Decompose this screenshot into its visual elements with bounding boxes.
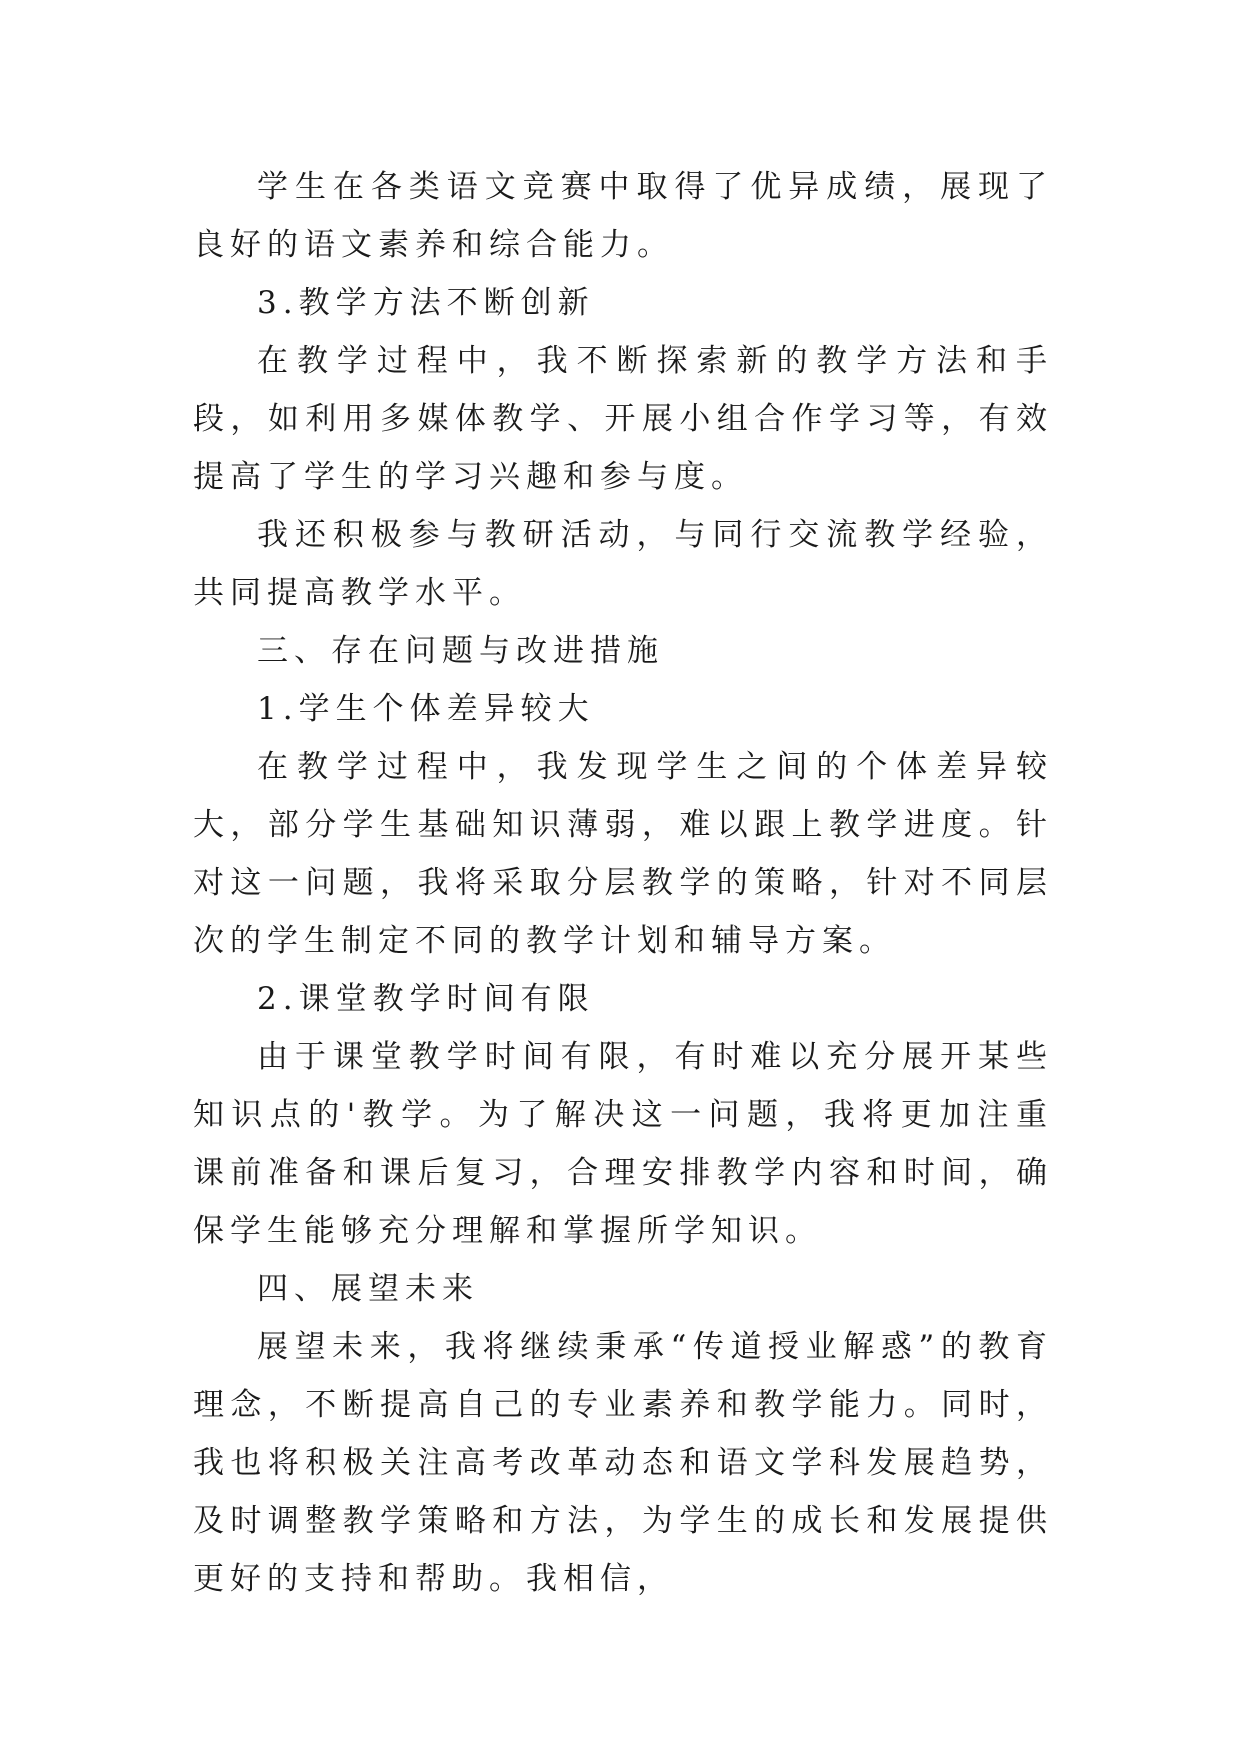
document-body xyxy=(193,158,1053,1608)
paragraph-teaching-methods: 在教学过程中，我不断探索新的教学方法和手段，如利用多媒体教学、开展小组合作学习等，有效提高了学生的学习兴趣和参与度。 xyxy=(193,343,1053,495)
paragraph-class-time: 由于课堂教学时间有限，有时难以充分展开某些知识点的'教学。为了解决这一问题，我将更加注重课前准备和课后复习，合理安排教学内容和时间，确保学生能够充分理解和掌握所学知识。 xyxy=(193,1039,1053,1249)
paragraph-individual-differences: 在教学过程中，我发现学生之间的个体差异较大，部分学生基础知识薄弱，难以跟上教学进度。针对这一问题，我将采取分层教学的策略，针对不同层次的学生制定不同的教学计划和辅导方案。 xyxy=(193,749,1053,959)
heading-class-time-limited: 2.课堂教学时间有限 xyxy=(257,981,595,1017)
paragraph-competition-results: 学生在各类语文竞赛中取得了优异成绩，展现了良好的语文素养和综合能力。 xyxy=(193,169,1053,263)
paragraph-teaching-research: 我还积极参与教研活动，与同行交流教学经验，共同提高教学水平。 xyxy=(193,517,1053,611)
heading-individual-differences: 1.学生个体差异较大 xyxy=(257,691,595,727)
heading-problems-improvements: 三、存在问题与改进措施 xyxy=(257,633,664,669)
paragraph-future-outlook: 展望未来，我将继续秉承“传道授业解惑”的教育理念，不断提高自己的专业素养和教学能力。同时，我也将积极关注高考改革动态和语文学科发展趋势，及时调整教学策略和方法，为学生的成长和发展提供更好的支持和帮助。我相信， xyxy=(193,1329,1053,1597)
heading-future-outlook: 四、展望未来 xyxy=(257,1271,479,1307)
heading-teaching-innovation: 3.教学方法不断创新 xyxy=(257,285,595,321)
